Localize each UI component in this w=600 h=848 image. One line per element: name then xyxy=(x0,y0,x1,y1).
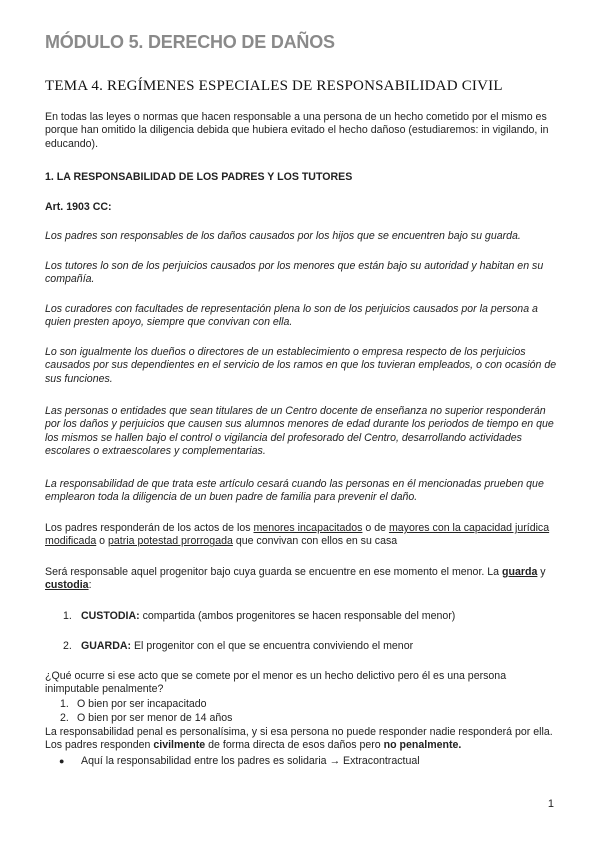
article-paragraph-2: Los tutores lo son de los perjuicios causados por los menores que están bajo su autoridad y habitan en su compañía. xyxy=(45,260,544,286)
sub-list-text: O bien por ser menor de 14 años xyxy=(77,712,233,724)
padres-text-post: que convivan con ellos en su casa xyxy=(232,535,398,548)
sub-list-number: 2. xyxy=(60,712,69,724)
custodia-term: custodia xyxy=(45,579,89,592)
guarda-paragraph xyxy=(45,566,560,593)
padres-text-pre: Los padres responderán de los actos de los xyxy=(45,522,254,534)
intro-paragraph: En todas las leyes o normas que hacen responsable a una persona de un hecho cometido por el mismo es porque han omitido la diligencia debida que hubiera evitado el hecho dañoso (estudiaremos: in vigilando, in educando). xyxy=(45,111,549,150)
guarda-text-mid: y xyxy=(537,566,546,578)
section-heading: 1. LA RESPONSABILIDAD DE LOS PADRES Y LOS TUTORES xyxy=(45,171,353,183)
sub-list-number: 1. xyxy=(60,698,69,710)
bullet-item xyxy=(59,755,559,768)
list-term: CUSTODIA: xyxy=(81,610,140,622)
padres-underline-3: patria potestad prorrogada xyxy=(108,535,233,548)
guarda-text-post: : xyxy=(88,579,92,592)
bullet-icon: ● xyxy=(59,756,65,766)
list-text: compartida (ambos progenitores se hacen responsable del menor) xyxy=(139,610,456,622)
article-paragraph-3: Los curadores con facultades de representación plena lo son de los perjuicios causados por la persona a quien presten apoyo, siempre que convivan con ella. xyxy=(45,303,538,329)
list-number: 1. xyxy=(63,610,72,622)
article-heading: Art. 1903 CC: xyxy=(45,201,112,213)
padres-underline-2: mayores con la capacidad jurídica modificada xyxy=(45,522,550,548)
guarda-term: guarda xyxy=(502,566,538,578)
penal-text-pre: La responsabilidad penal es personalísima, y si esa persona no puede responder nadie responderá por ella. Los padres responden xyxy=(45,726,553,752)
question-paragraph: ¿Qué ocurre si ese acto que se comete por el menor es un hecho delictivo pero él es una persona inimputable penalmente? xyxy=(45,670,507,696)
no-penalmente-term: no penalmente. xyxy=(383,739,462,752)
sub-list-item-1 xyxy=(60,698,560,711)
guarda-text-pre: Será responsable aquel progenitor bajo cuya guarda se encuentre en ese momento el menor. La xyxy=(45,566,503,578)
article-paragraph-4: Lo son igualmente los dueños o directores de un establecimiento o empresa respecto de los perjuicios causados por sus dependientes en el servicio de los ramos en que los tuvieran empleados, o con ocasión de sus funciones. xyxy=(45,346,557,385)
article-paragraph-1: Los padres son responsables de los daños causados por los hijos que se encuentren bajo su guarda. xyxy=(45,230,521,242)
civilmente-term: civilmente xyxy=(153,739,206,752)
padres-text-mid2: o xyxy=(96,535,109,548)
sub-list-text: O bien por ser incapacitado xyxy=(77,698,207,710)
tema-title: TEMA 4. REGÍMENES ESPECIALES DE RESPONSABILIDAD CIVIL xyxy=(45,78,503,94)
penal-paragraph xyxy=(45,726,560,753)
list-item-guarda xyxy=(63,640,560,653)
sub-list-item-2 xyxy=(60,712,560,725)
list-number: 2. xyxy=(63,640,72,652)
page-number: 1 xyxy=(547,798,554,810)
article-paragraph-6: La responsabilidad de que trata este artículo cesará cuando las personas en él mencionadas prueben que emplearon toda la diligencia de un buen padre de familia para prevenir el daño. xyxy=(45,478,544,504)
bullet-text: Aquí la responsabilidad entre los padres es solidaria → Extracontractual xyxy=(81,755,420,767)
list-term: GUARDA: xyxy=(81,640,132,652)
module-title: MÓDULO 5. DERECHO DE DAÑOS xyxy=(45,32,335,52)
padres-paragraph xyxy=(45,522,560,549)
list-text: El progenitor con el que se encuentra conviviendo el menor xyxy=(131,640,414,652)
padres-text-mid1: o de xyxy=(362,522,389,534)
penal-text-mid: de forma directa de esos daños pero xyxy=(205,739,384,752)
list-item-custodia xyxy=(63,610,560,623)
article-paragraph-5: Las personas o entidades que sean titulares de un Centro docente de enseñanza no superior responderán por los daños y perjuicios que causen sus alumnos menores de edad durante los periodos de tiempo en que los mismos se hallen bajo el control o vigilancia del profesorado del Centro, desarrollando actividades escolares o extraescolares y complementarias. xyxy=(45,405,554,458)
padres-underline-1: menores incapacitados xyxy=(253,522,363,534)
